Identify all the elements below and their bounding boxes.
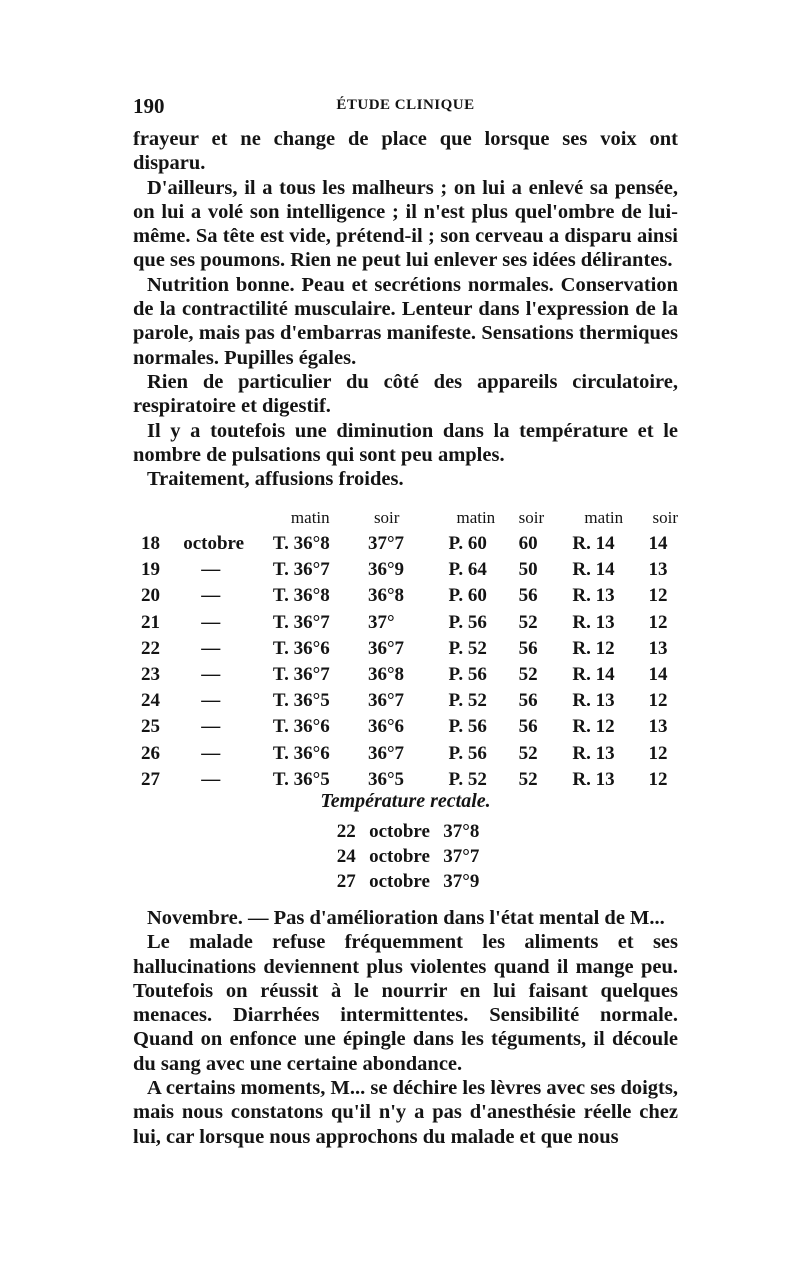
cell-resp-morning: R. 13 (572, 585, 615, 607)
cell-temp-morning: T. 36°7 (272, 611, 330, 633)
table-row (133, 688, 678, 714)
rectal-day: 22 (336, 821, 356, 842)
cell-pulse-morning: P. 56 (448, 664, 487, 686)
cell-pulse-morning: P. 52 (448, 690, 487, 712)
page-number: 190 (133, 94, 165, 118)
cell-day: 23 (141, 664, 160, 686)
table-row (133, 636, 678, 662)
header-pulse-morning: matin (456, 508, 496, 527)
cell-pulse-evening: 60 (518, 533, 538, 555)
cell-month: — (201, 559, 221, 581)
paragraph-organs: Rien de particulier du côté des appareils circulatoire, respiratoire et digestif. (133, 370, 678, 418)
header-temp-evening: soir (373, 508, 400, 527)
cell-pulse-evening: 52 (518, 742, 538, 764)
table-row (133, 714, 678, 740)
cell-temp-morning: T. 36°5 (272, 690, 330, 712)
cell-temp-morning: T. 36°6 (272, 716, 330, 738)
cell-day: 26 (141, 742, 160, 764)
cell-resp-evening: 13 (648, 559, 668, 581)
cell-resp-evening: 12 (648, 690, 668, 712)
cell-pulse-morning: P. 56 (448, 742, 487, 764)
cell-day: 18 (141, 533, 160, 555)
table-row (133, 557, 678, 583)
cell-month: — (201, 611, 221, 633)
cell-day: 27 (141, 768, 160, 790)
cell-temp-morning: T. 36°6 (272, 742, 330, 764)
paragraph-continuation: frayeur et ne change de place que lorsque ses voix ont disparu. (133, 128, 678, 175)
cell-temp-morning: T. 36°8 (272, 585, 330, 607)
cell-pulse-morning: P. 60 (448, 533, 487, 555)
cell-temp-evening: 37° (367, 611, 395, 633)
rectal-title: Température rectale. (320, 790, 491, 812)
cell-pulse-evening: 56 (518, 716, 538, 738)
cell-temp-morning: T. 36°7 (272, 664, 330, 686)
cell-month: — (201, 664, 221, 686)
vitals-table (133, 505, 678, 793)
cell-temp-evening: 36°7 (367, 742, 405, 764)
cell-pulse-morning: P. 56 (448, 611, 487, 633)
cell-month: octobre (183, 533, 245, 555)
cell-month: — (201, 768, 221, 790)
paragraph-temperature: Il y a toutefois une diminution dans la température et le nombre de pulsations qui sont peu amples. (133, 419, 678, 466)
rectal-line (133, 844, 678, 869)
cell-month: — (201, 585, 221, 607)
cell-pulse-evening: 56 (518, 690, 538, 712)
header-resp-morning: matin (584, 508, 624, 527)
cell-temp-morning: T. 36°7 (272, 559, 330, 581)
cell-day: 20 (141, 585, 160, 607)
cell-resp-evening: 12 (648, 768, 668, 790)
cell-resp-morning: R. 13 (572, 768, 615, 790)
table-row (133, 767, 678, 793)
cell-resp-morning: R. 14 (572, 664, 615, 686)
rectal-line (133, 869, 678, 894)
cell-temp-morning: T. 36°8 (272, 533, 330, 555)
rectal-value: 37°7 (443, 846, 480, 867)
cell-pulse-evening: 50 (518, 559, 538, 581)
rectal-line (133, 819, 678, 844)
rectal-month: octobre (369, 871, 430, 892)
cell-temp-evening: 36°8 (367, 585, 405, 607)
header-temp-morning: matin (290, 508, 330, 527)
running-title: ÉTUDE CLINIQUE (336, 97, 475, 113)
observation-text (133, 127, 678, 491)
cell-resp-evening: 13 (648, 637, 668, 659)
cell-resp-evening: 12 (648, 585, 668, 607)
cell-resp-evening: 14 (648, 533, 668, 555)
cell-month: — (201, 637, 221, 659)
cell-day: 21 (141, 611, 160, 633)
table-row (133, 662, 678, 688)
table-row (133, 531, 678, 557)
cell-day: 24 (141, 690, 160, 712)
cell-day: 19 (141, 559, 160, 581)
header-day (133, 505, 183, 531)
cell-pulse-morning: P. 52 (448, 637, 487, 659)
cell-resp-morning: R. 13 (572, 611, 615, 633)
cell-pulse-morning: P. 60 (448, 585, 487, 607)
table-row (133, 583, 678, 609)
cell-temp-evening: 36°7 (367, 690, 405, 712)
rectal-day: 27 (336, 871, 356, 892)
cell-resp-morning: R. 12 (572, 637, 615, 659)
cell-pulse-evening: 56 (518, 585, 538, 607)
rectal-value: 37°9 (443, 871, 480, 892)
cell-resp-morning: R. 14 (572, 533, 615, 555)
table-row (133, 610, 678, 636)
cell-temp-morning: T. 36°5 (272, 768, 330, 790)
cell-resp-morning: R. 13 (572, 690, 615, 712)
cell-temp-evening: 36°6 (367, 716, 405, 738)
cell-temp-morning: T. 36°6 (272, 637, 330, 659)
paragraph-nutrition: Nutrition bonne. Peau et secrétions normales. Conservation de la contractilité musculaire. Lenteur dans l'expression de la parole, mais pas d'embarras manifeste. Sensations thermiques normales. Pupilles égales. (133, 273, 678, 369)
cell-month: — (201, 690, 221, 712)
cell-temp-evening: 36°9 (367, 559, 405, 581)
rectal-month: octobre (369, 821, 430, 842)
cell-pulse-morning: P. 56 (448, 716, 487, 738)
rectal-temperature-block (133, 790, 678, 894)
paragraph-treatment: Traitement, affusions froides. (147, 468, 404, 491)
cell-resp-evening: 14 (648, 664, 668, 686)
cell-pulse-evening: 52 (518, 768, 538, 790)
cell-temp-evening: 37°7 (367, 533, 405, 555)
rectal-day: 24 (336, 846, 356, 867)
rectal-value: 37°8 (443, 821, 480, 842)
november-text (133, 906, 678, 1149)
table-header-row (133, 505, 678, 531)
table-row (133, 741, 678, 767)
cell-resp-evening: 12 (648, 742, 668, 764)
paragraph-refusal: Le malade refuse fréquemment les aliments et ses hallucinations deviennent plus violentes quand il mange peu. Toutefois on réussit à le nourrir en lui faisant quelques menaces. Diarrhées intermittentes. Sensibilité normale. Quand on enfonce une épingle dans les téguments, il découle du sang avec une certaine abondance. (133, 931, 678, 1075)
cell-pulse-morning: P. 64 (448, 559, 487, 581)
cell-temp-evening: 36°5 (367, 768, 405, 790)
paragraph-november: Novembre. — Pas d'amélioration dans l'état mental de M... (147, 907, 665, 929)
cell-temp-evening: 36°7 (367, 637, 405, 659)
cell-resp-morning: R. 13 (572, 742, 615, 764)
header-pulse-evening: soir (518, 508, 545, 527)
cell-day: 22 (141, 637, 160, 659)
cell-resp-evening: 13 (648, 716, 668, 738)
cell-pulse-evening: 52 (518, 611, 538, 633)
cell-pulse-evening: 56 (518, 637, 538, 659)
cell-resp-morning: R. 12 (572, 716, 615, 738)
header-month (183, 505, 273, 531)
cell-resp-morning: R. 14 (572, 559, 615, 581)
cell-pulse-evening: 52 (518, 664, 538, 686)
paragraph-lips: A certains moments, M... se déchire les lèvres avec ses doigts, mais nous constatons qu'il n'y a pas d'anesthésie réelle chez lui, car lorsque nous approchons du malade et que nous (133, 1077, 678, 1148)
cell-temp-evening: 36°8 (367, 664, 405, 686)
cell-pulse-morning: P. 52 (448, 768, 487, 790)
cell-day: 25 (141, 716, 160, 738)
rectal-month: octobre (369, 846, 430, 867)
cell-month: — (201, 742, 221, 764)
page-header (133, 94, 678, 118)
cell-resp-evening: 12 (648, 611, 668, 633)
header-resp-evening: soir (652, 508, 678, 527)
cell-month: — (201, 716, 221, 738)
paragraph-delusions: D'ailleurs, il a tous les malheurs ; on lui a enlevé sa pensée, on lui a volé son intelligence ; il n'est plus quel'ombre de lui-même. Sa tête est vide, prétend-il ; son cerveau a disparu ainsi que ses poumons. Rien ne peut lui enlever ses idées délirantes. (133, 176, 678, 272)
